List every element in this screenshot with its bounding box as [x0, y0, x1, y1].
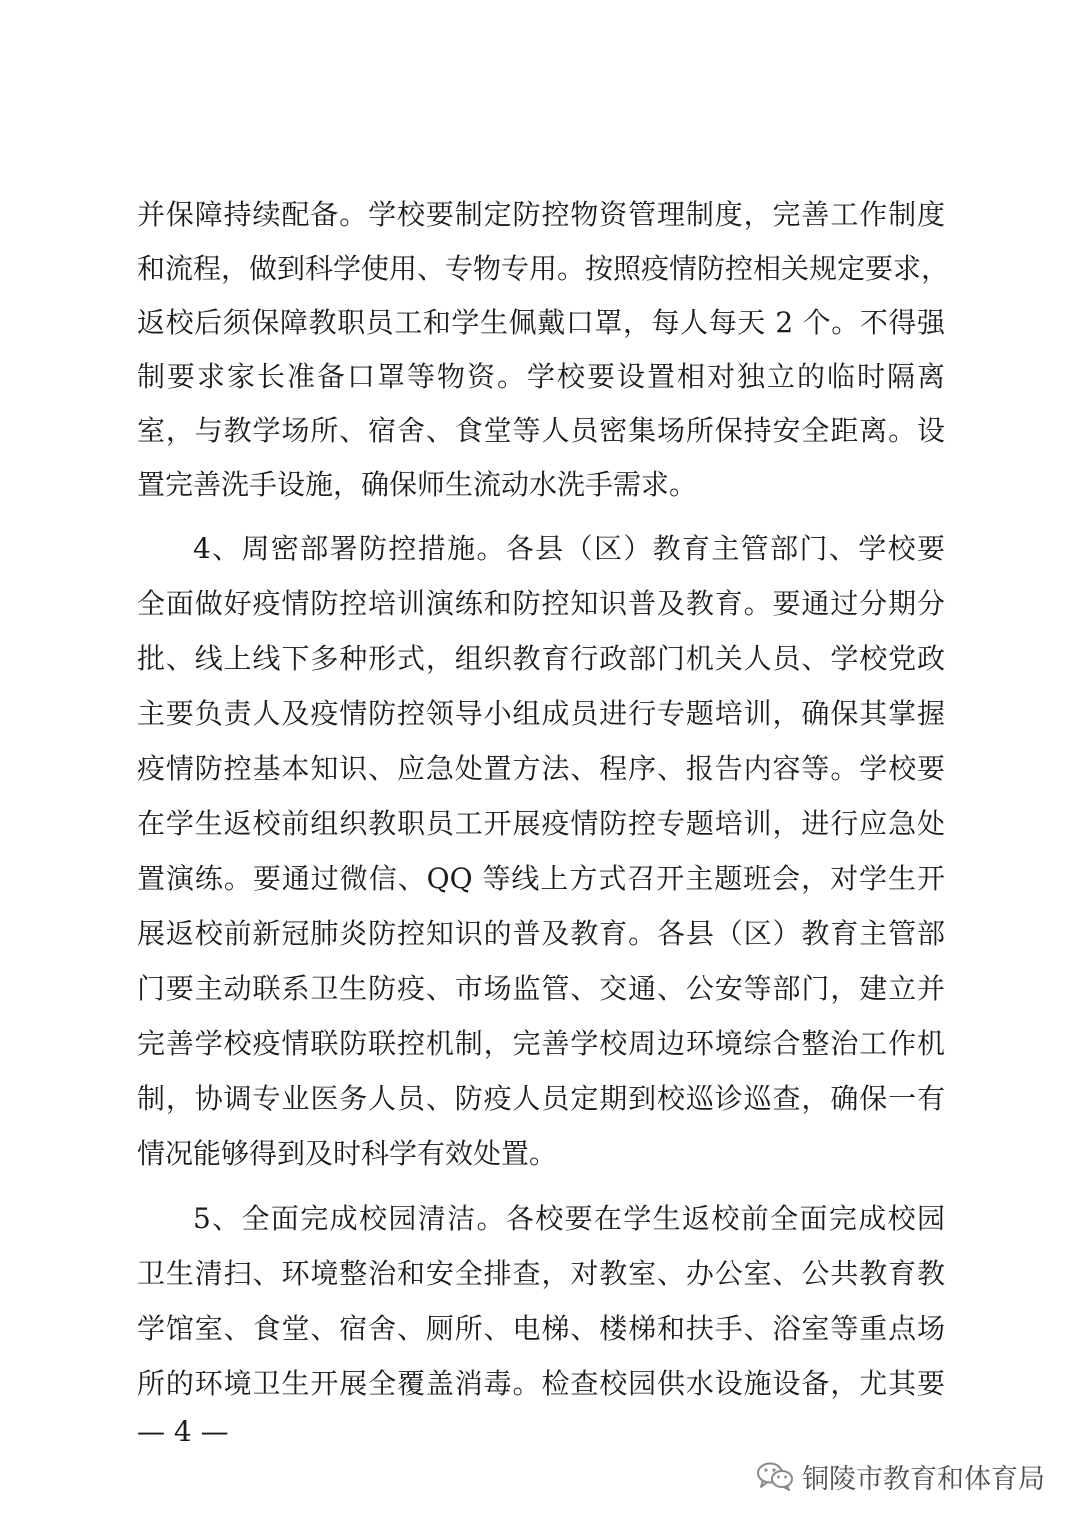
text-line: 和流程，做到科学使用、专物专用。按照疫情防控相关规定要求， [137, 252, 950, 285]
text-line: 学馆室、食堂、宿舍、厕所、电梯、楼梯和扶手、浴室等重点场 [137, 1312, 945, 1345]
text-line: 室，与教学场所、宿舍、食堂等人员密集场所保持安全距离。设 [137, 414, 945, 447]
text-line: 主要负责人及疫情防控领导小组成员进行专题培训，确保其掌握 [137, 697, 945, 730]
page-number: — 4 — [137, 1415, 229, 1448]
text-line: 门要主动联系卫生防疫、市场监管、交通、公安等部门，建立并 [137, 972, 945, 1005]
text-line: 并保障持续配备。学校要制定防控物资管理制度，完善工作制度 [137, 198, 945, 231]
text-line: 置演练。要通过微信、QQ 等线上方式召开主题班会，对学生开 [137, 862, 945, 895]
text-line: 展返校前新冠肺炎防控知识的普及教育。各县（区）教育主管部 [137, 917, 945, 950]
text-line: 返校后须保障教职员工和学生佩戴口罩，每人每天 2 个。不得强 [137, 306, 945, 339]
text-line: 制要求家长准备口罩等物资。学校要设置相对独立的临时隔离 [137, 360, 945, 393]
watermark-text: 铜陵市教育和体育局 [802, 1463, 1045, 1495]
paragraph-4-first-line: 4、周密部署防控措施。各县（区）教育主管部门、学校要 [193, 532, 945, 565]
text-line: 制，协调专业医务人员、防疫人员定期到校巡诊巡查，确保一有 [137, 1082, 945, 1115]
paragraph-5-first-line: 5、全面完成校园清洁。各校要在学生返校前全面完成校园 [193, 1202, 945, 1235]
text-line: 完善学校疫情联防联控机制，完善学校周边环境综合整治工作机 [137, 1027, 945, 1060]
text-line: 疫情防控基本知识、应急处置方法、程序、报告内容等。学校要 [137, 752, 945, 785]
watermark [756, 1456, 1045, 1496]
text-line: 情况能够得到及时科学有效处置。 [137, 1137, 558, 1170]
text-line: 在学生返校前组织教职员工开展疫情防控专题培训，进行应急处 [137, 807, 945, 840]
text-line: 卫生清扫、环境整治和安全排查，对教室、办公室、公共教育教 [137, 1257, 945, 1290]
text-line: 全面做好疫情防控培训演练和防控知识普及教育。要通过分期分 [137, 587, 945, 620]
wechat-icon [756, 1461, 794, 1491]
text-line: 批、线上线下多种形式，组织教育行政部门机关人员、学校党政 [137, 642, 945, 675]
text-line: 置完善洗手设施，确保师生流动水洗手需求。 [137, 468, 698, 501]
text-line: 所的环境卫生开展全覆盖消毒。检查校园供水设施设备，尤其要 [137, 1367, 945, 1400]
